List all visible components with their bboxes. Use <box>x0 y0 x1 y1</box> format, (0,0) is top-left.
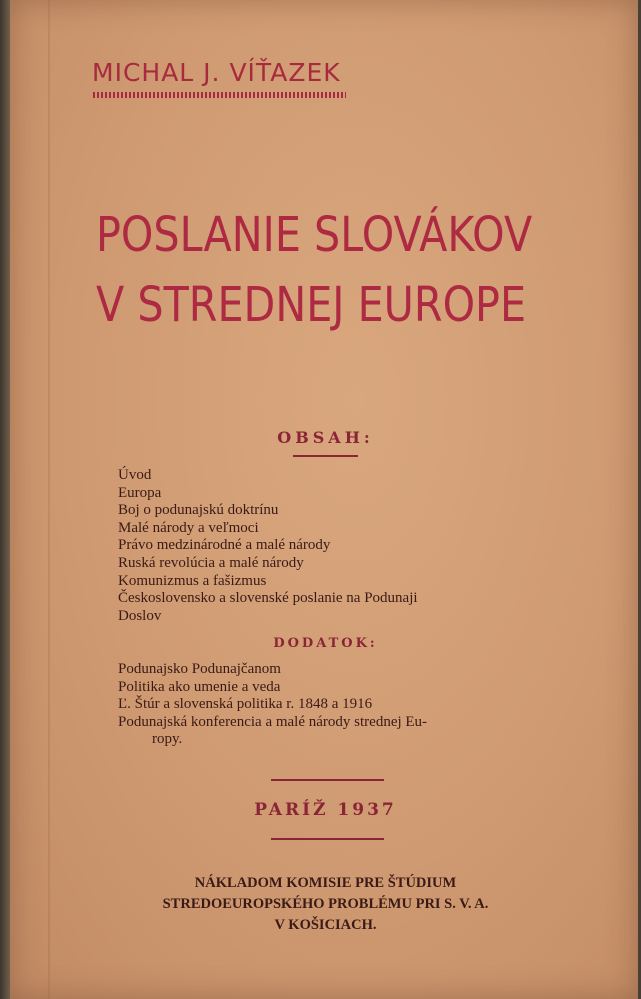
publisher-imprint <box>0 873 641 936</box>
appendix-list <box>118 661 538 749</box>
contents-item: Československo a slovenské poslanie na Podunaji <box>118 590 418 607</box>
contents-item: Europa <box>118 484 162 501</box>
title-line-2: V STREDNEJ EUROPE <box>96 277 527 333</box>
publisher-line-3: V KOŠICIACH. <box>274 917 377 933</box>
author-name: MICHAL J. VÍŤAZEK <box>92 58 341 87</box>
contents-item: Právo medzinárodné a malé národy <box>118 537 331 554</box>
appendix-heading: DODATOK: <box>273 636 378 651</box>
contents-heading: OBSAH: <box>277 428 374 447</box>
contents-underline <box>293 455 358 457</box>
divider-bottom <box>271 838 384 840</box>
title-line-1: POSLANIE SLOVÁKOV <box>96 207 533 263</box>
appendix-item: Ľ. Štúr a slovenská politika r. 1848 a 1916 <box>118 696 373 713</box>
appendix-item-continuation: ropy. <box>152 731 183 748</box>
appendix-item: Podunajská konferencia a malé národy strednej Eu- <box>118 713 428 730</box>
contents-item: Malé národy a veľmoci <box>118 519 259 536</box>
divider-top <box>271 779 384 781</box>
contents-item: Doslov <box>118 607 162 624</box>
contents-item: Komunizmus a fašizmus <box>118 572 267 589</box>
publisher-line-2: STREDOEUROPSKÉHO PROBLÉMU PRI S. V. A. <box>162 896 489 912</box>
appendix-item: Podunajsko Podunajčanom <box>118 661 281 677</box>
book-title <box>96 200 532 340</box>
publisher-line-1: NÁKLADOM KOMISIE PRE ŠTÚDIUM <box>194 875 457 891</box>
author-underline <box>93 92 346 98</box>
appendix-item: Politika ako umenie a veda <box>118 678 281 695</box>
contents-item: Úvod <box>118 467 152 483</box>
contents-item: Boj o podunajskú doktrínu <box>118 502 279 519</box>
contents-item: Ruská revolúcia a malé národy <box>118 554 304 571</box>
place-year: PARÍŽ 1937 <box>254 800 397 820</box>
cover-fold <box>48 0 50 999</box>
contents-list <box>118 467 418 625</box>
